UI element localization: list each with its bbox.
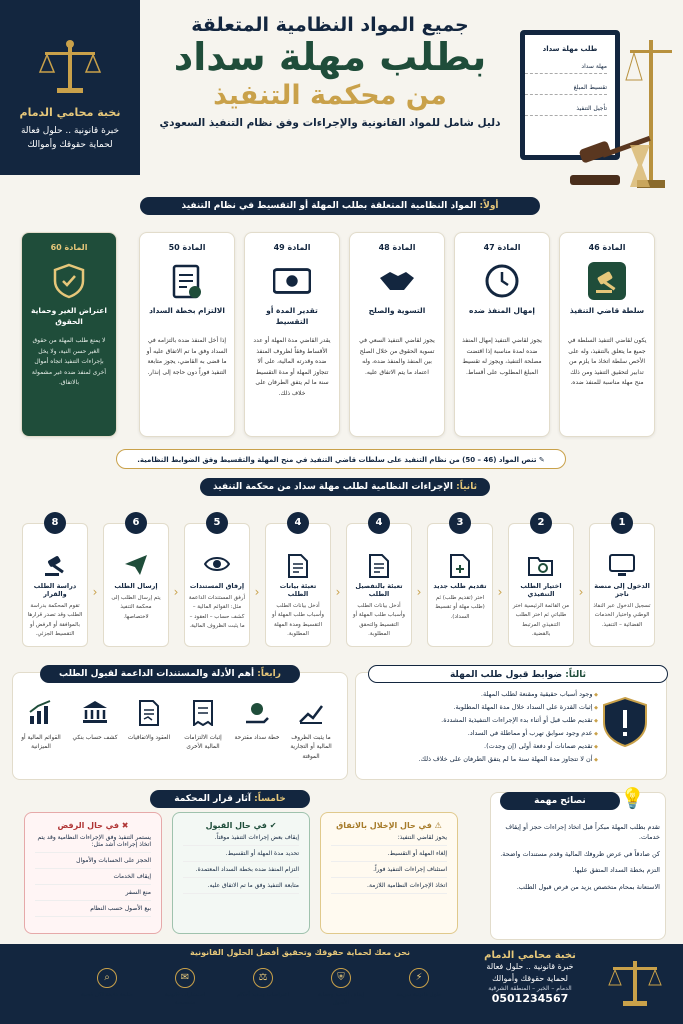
step-text: أدخل بيانات الطلب وأسباب طلب المهلة أو التقسيط ومدة المهلة المطلوبة. <box>271 603 325 638</box>
monitor-icon <box>609 554 635 578</box>
article-number: المادة 47 <box>483 243 521 252</box>
gavel-icon <box>42 554 68 578</box>
cross-icon: ✖ <box>119 821 129 830</box>
article-text: يكون لقاضي التنفيذ السلطة في جميع ما يتعلق بالتنفيذ، وله على الأخص سلطة اتخاذ ما يلزم من تدابير لتحقيق التنفيذ ومن ذلك منح مهلة مناسبة للمنفذ ضده. <box>567 337 647 386</box>
evidence-item: القوائم المالية أو الميزانية <box>14 700 68 753</box>
step-number: 4 <box>287 512 309 534</box>
receipt-icon <box>190 700 216 728</box>
condition-item: ◆ تقديم ضمانات أو دفعة أولى (إن وجدت). <box>380 740 598 753</box>
footer-slogan: نحن معك لحماية حقوقك وتحقيق أفضل الحلول القانونية <box>190 948 410 957</box>
bank-icon <box>82 700 108 728</box>
check-icon: ✔ <box>266 821 277 830</box>
tips-list <box>500 822 660 892</box>
search-icon: ⌕ <box>97 968 117 988</box>
procedure-step <box>346 517 412 653</box>
page-header <box>145 14 515 129</box>
footer-brand: نخبة محامي الدمام خبرة قانونية .. حلول فعالة لحماية حقوقك وأموالك الدمام – الخبر – المنطقة الشرقية 0501234567 <box>455 950 605 1005</box>
procedure-step <box>427 517 493 653</box>
article-number: المادة 48 <box>378 243 416 252</box>
article-number: المادة 49 <box>273 243 311 252</box>
money-icon <box>273 262 311 300</box>
article-title: الالتزام بخطة السداد <box>149 306 225 315</box>
tip-item: تقدم بطلب المهلة مبكراً قبل اتخاذ إجراءات حجز أو إيقاف خدمات. <box>505 823 660 842</box>
shield-icon: ⛨ <box>331 968 351 988</box>
step-title: دراسة الطلب والقرار <box>33 582 77 598</box>
contract-icon <box>136 700 162 728</box>
article-text: يقدر القاضي مدة المهلة أو عدد الأقساط وفقاً لظروف المنفذ ضده وقدرته المالية، على ألا تتجاوز المهلة أو مدة التقسيط سنة ما لم يتفق الطرفان على خلاف ذلك. <box>253 337 331 397</box>
checklist-icon <box>168 262 206 300</box>
section-2-title: ثانياً: الإجراءات النظامية لطلب مهلة سداد من محكمة التنفيذ <box>200 478 490 496</box>
footer-service: ✉ استشارات قانونية متخصصة <box>156 968 214 1008</box>
procedure-step <box>184 517 250 653</box>
arrow-icon: ‹ <box>416 585 422 599</box>
tip-item: كن صادقاً في عرض ظروفك المالية وقدم مستندات واضحة. <box>500 849 660 858</box>
result-card: ⚠ في حال الإخلال بالاتفاق يحوز لقاضي التنفيذ: إلغاء المهلة أو التقسيط. استئناف إجراءات التنفيذ فوراً. اتخاذ الإجراءات النظامية اللازمة. <box>320 812 458 934</box>
step-text: يتم إرسال الطلب إلى محكمة التنفيذ لاختصاصها. <box>111 595 161 620</box>
step-number: 3 <box>449 512 471 534</box>
procedure-step <box>103 517 169 653</box>
arrow-icon: ‹ <box>335 585 341 599</box>
condition-item: ◆ إثبات القدرة على السداد خلال مدة المهلة المطلوبة. <box>380 701 598 714</box>
step-title: الدخول إلى منصة ناجز <box>594 582 650 598</box>
procedure-step <box>265 517 331 653</box>
article-text: لا يمنع طلب المهلة من حقوق الغير حسن النية، ولا يخل بإجراءات التنفيذ اتجاه أموال أخرى لمنفذ ضده غير مشمولة بالاتفاق. <box>31 337 107 386</box>
step-text: أرفق المستندات الداعمة مثل: القوائم المالية – كشف حساب – العقود – ما يثبت الظروف المالية. <box>188 595 246 630</box>
handshake-icon <box>378 262 416 300</box>
result-card: ✖ في حال الرفض يستمر التنفيذ وفق الإجراءات النظامية وقد يتم اتخاذ إجراءات أشد مثل: الحجز على الحسابات والأموال إيقاف الخدمات منع السفر بيع الأصول حسب النظام <box>24 812 162 934</box>
footer-service: ⚖ اعتراضات وتنفيذ أحكام <box>234 968 292 999</box>
article-text: يجوز لقاضي التنفيذ إمهال المنفذ ضده لمدة مناسبة إذا اقتضت مصلحة التنفيذ، ويجوز له تقسيط المبلغ المطلوب على أقساط. <box>462 337 542 376</box>
article-title: اعتراض الغير وحماية الحقوق <box>31 306 107 326</box>
step-title: تقديم طلب جديد <box>433 582 487 590</box>
evidence-item: إثبات الالتزامات المالية الأخرى <box>176 700 230 753</box>
step-title: تعبئة بالتفصيل الطلب <box>355 582 403 598</box>
scales-logo-icon <box>35 38 105 98</box>
document-edit-icon <box>366 554 392 578</box>
article-card <box>559 232 655 437</box>
tip-item: الاستعانة بمحام متخصص يزيد من فرص قبول الطلب. <box>516 882 660 891</box>
article-card <box>21 232 117 437</box>
step-number: 8 <box>44 512 66 534</box>
shield-check-icon <box>50 262 88 300</box>
clipboard-item: مهلة سداد <box>525 63 607 74</box>
arrow-icon: ‹ <box>254 585 260 599</box>
article-card <box>454 232 550 437</box>
step-number: 5 <box>206 512 228 534</box>
phone-number[interactable]: 0501234567 <box>491 992 569 1005</box>
document-edit-icon <box>285 554 311 578</box>
gavel-icon: ⚖ <box>253 968 273 988</box>
header-line-3: من محكمة التنفيذ <box>213 79 447 111</box>
article-text: يجوز لقاضي التنفيذ السعي في تسوية الحقوق من خلال الصلح بين المنفذ والمنفذ ضده، وله اعتماد ما يتم الاتفاق عليه. <box>359 337 435 376</box>
result-title: ✖ في حال الرفض <box>57 821 129 830</box>
condition-item: ◆ أن لا تتجاوز مدة المهلة سنة ما لم يتفق الطرفان على خلاف ذلك. <box>380 753 598 766</box>
evidence-item: العقود والاتفاقيات <box>122 700 176 743</box>
article-card <box>244 232 340 437</box>
article-title: التسوية والصلح <box>368 306 426 315</box>
header-subtitle: دليل شامل للمواد القانونية والإجراءات وفق نظام التنفيذ السعودي <box>159 116 501 129</box>
article-number: المادة 60 <box>50 243 88 252</box>
result-title: ⚠ في حال الإخلال بالاتفاق <box>336 821 442 830</box>
result-title: ✔ في حال القبول <box>205 821 277 830</box>
article-title: تقدير المدة أو التقسيط <box>266 306 318 326</box>
header-line-1: جميع المواد النظامية المتعلقة <box>191 14 469 36</box>
lightbulb-icon: 💡 <box>620 786 645 810</box>
step-text: من القائمة الرئيسية اختر طلباتي ثم اختر الطلب التنفيذي المرتبط بالقضية. <box>512 603 570 638</box>
note-icon: ✎ <box>536 456 545 464</box>
step-number: 6 <box>125 512 147 534</box>
footer-service: ⌕ متابعة دقيقة لكل قضية <box>78 968 136 999</box>
brand-tagline: خبرة قانونية .. حلول فعالة لحماية حقوقك وأموالك <box>20 126 120 150</box>
money-hand-icon <box>244 700 270 728</box>
eye-icon <box>204 554 230 578</box>
result-card: ✔ في حال القبول إيقاف بعض إجراءات التنفيذ موقتاً. تحديد مدة المهلة أو التقسيط. التزام المنفذ ضده بخطة السداد المعتمدة. متابعة التنفيذ وفق ما تم الاتفاق عليه. <box>172 812 310 934</box>
section-4-title: رابعاً: أهم الأدلة والمستندات الداعمة لقبول الطلب <box>40 665 300 683</box>
brand-panel <box>0 0 140 175</box>
arrow-icon: ‹ <box>173 585 179 599</box>
article-card <box>349 232 445 437</box>
bar-chart-icon <box>28 700 54 728</box>
clipboard-item: تأجيل التنفيذ <box>525 105 607 116</box>
article-text: إذا أخل المنفذ ضده بالتزامه في السداد وفق ما تم الاتفاق عليه أو ما قضى به القاضي، يجوز متابعة التنفيذ فوراً دون حاجة إلى إنذار. <box>146 337 228 376</box>
brand-name: نخبة محامي الدمام <box>19 106 121 119</box>
section-3-title: ثالثاً: ضوابط قبول طلب المهلة <box>368 665 668 683</box>
send-icon <box>123 554 149 578</box>
tips-title: نصائح مهمة <box>500 792 620 810</box>
footer-service: ⚡ حلول قانونية سريعة <box>390 968 448 999</box>
gavel-icon <box>588 262 626 300</box>
section-1-title: أولاً: المواد النظامية المتعلقة بطلب المهلة أو التقسيط في نظام التنفيذ <box>140 197 540 215</box>
step-text: تسجيل الدخول عبر النفاذ الوطني واختيار الخدمات القضائية – التنفيذ. <box>593 603 651 628</box>
procedure-step <box>589 517 655 653</box>
header-line-2: بطلب مهلة سداد <box>173 35 487 79</box>
articles-note: ✎ تنص المواد (46 – 50) من نظام التنفيذ على سلطات قاضي التنفيذ في منح المهلة والتقسيط وفق الضوابط النظامية. <box>116 449 566 469</box>
new-document-icon <box>447 554 473 578</box>
scales-logo-icon <box>605 955 665 1010</box>
evidence-item: ما يثبت الظروف المالية أو التجارية الموقتة <box>284 700 338 762</box>
arrow-icon: ‹ <box>578 585 584 599</box>
folder-search-icon <box>528 554 554 578</box>
step-title: إرفاق المستندات <box>189 582 245 590</box>
step-title: إرسال الطلب <box>114 582 158 590</box>
procedure-step <box>508 517 574 653</box>
chart-up-icon <box>298 700 324 728</box>
step-number: 1 <box>611 512 633 534</box>
step-number: 2 <box>530 512 552 534</box>
arrow-icon: ‹ <box>92 585 98 599</box>
condition-item: ◆ تقديم طلب قبل أو أثناء بدء الإجراءات التنفيذية المشددة. <box>380 714 598 727</box>
clock-icon <box>483 262 521 300</box>
tip-item: التزم بخطة السداد المتفق عليها. <box>572 866 660 875</box>
condition-item: ◆ عدم وجود سوابق تهرب أو مماطلة في السداد. <box>380 727 598 740</box>
gavel-icon <box>560 135 660 195</box>
article-number: المادة 50 <box>168 243 206 252</box>
clipboard-item: تقسيط المبلغ <box>525 84 607 95</box>
arrow-icon: ‹ <box>497 585 503 599</box>
section-5-title: خامساً: آثار قرار المحكمة <box>150 790 310 808</box>
conditions-list <box>380 688 598 766</box>
footer-service: ⛨ إيقاف التنفيذ وحماية الأصول <box>312 968 370 1008</box>
step-title: اختيار الطلب التنفيذي <box>520 582 562 598</box>
step-text: أدخل بيانات الطلب وأسباب طلب المهلة أو التقسيط والتحقق المطلوبة. <box>352 603 406 638</box>
procedure-step <box>22 517 88 653</box>
step-text: تقوم المحكمة بدراسة الطلب وقد تصدر قرارها بالموافقة أو الرفض أو التقسيط الجزئي. <box>27 603 83 638</box>
step-text: اختر (تقديم طلب) ثم (طلب مهلة أو تقسيط السداد). <box>435 595 485 620</box>
article-title: سلطة قاضي التنفيذ <box>569 306 645 315</box>
article-number: المادة 46 <box>588 243 626 252</box>
bolt-icon: ⚡ <box>409 968 429 988</box>
warning-icon: ⚠ <box>431 821 442 830</box>
chat-icon: ✉ <box>175 968 195 988</box>
condition-item: ◆ وجود أسباب حقيقية ومقنعة لطلب المهلة. <box>380 688 598 701</box>
article-title: إمهال المنفذ ضده <box>469 306 535 315</box>
step-title: تعبئة بيانات الطلب <box>279 582 317 598</box>
article-card <box>139 232 235 437</box>
evidence-item: كشف حساب بنكي <box>68 700 122 743</box>
evidence-item: خطة سداد مقترحة <box>230 700 284 743</box>
clipboard-title: طلب مهلة سداد <box>542 45 598 53</box>
step-number: 4 <box>368 512 390 534</box>
shield-alert-icon <box>602 696 648 748</box>
